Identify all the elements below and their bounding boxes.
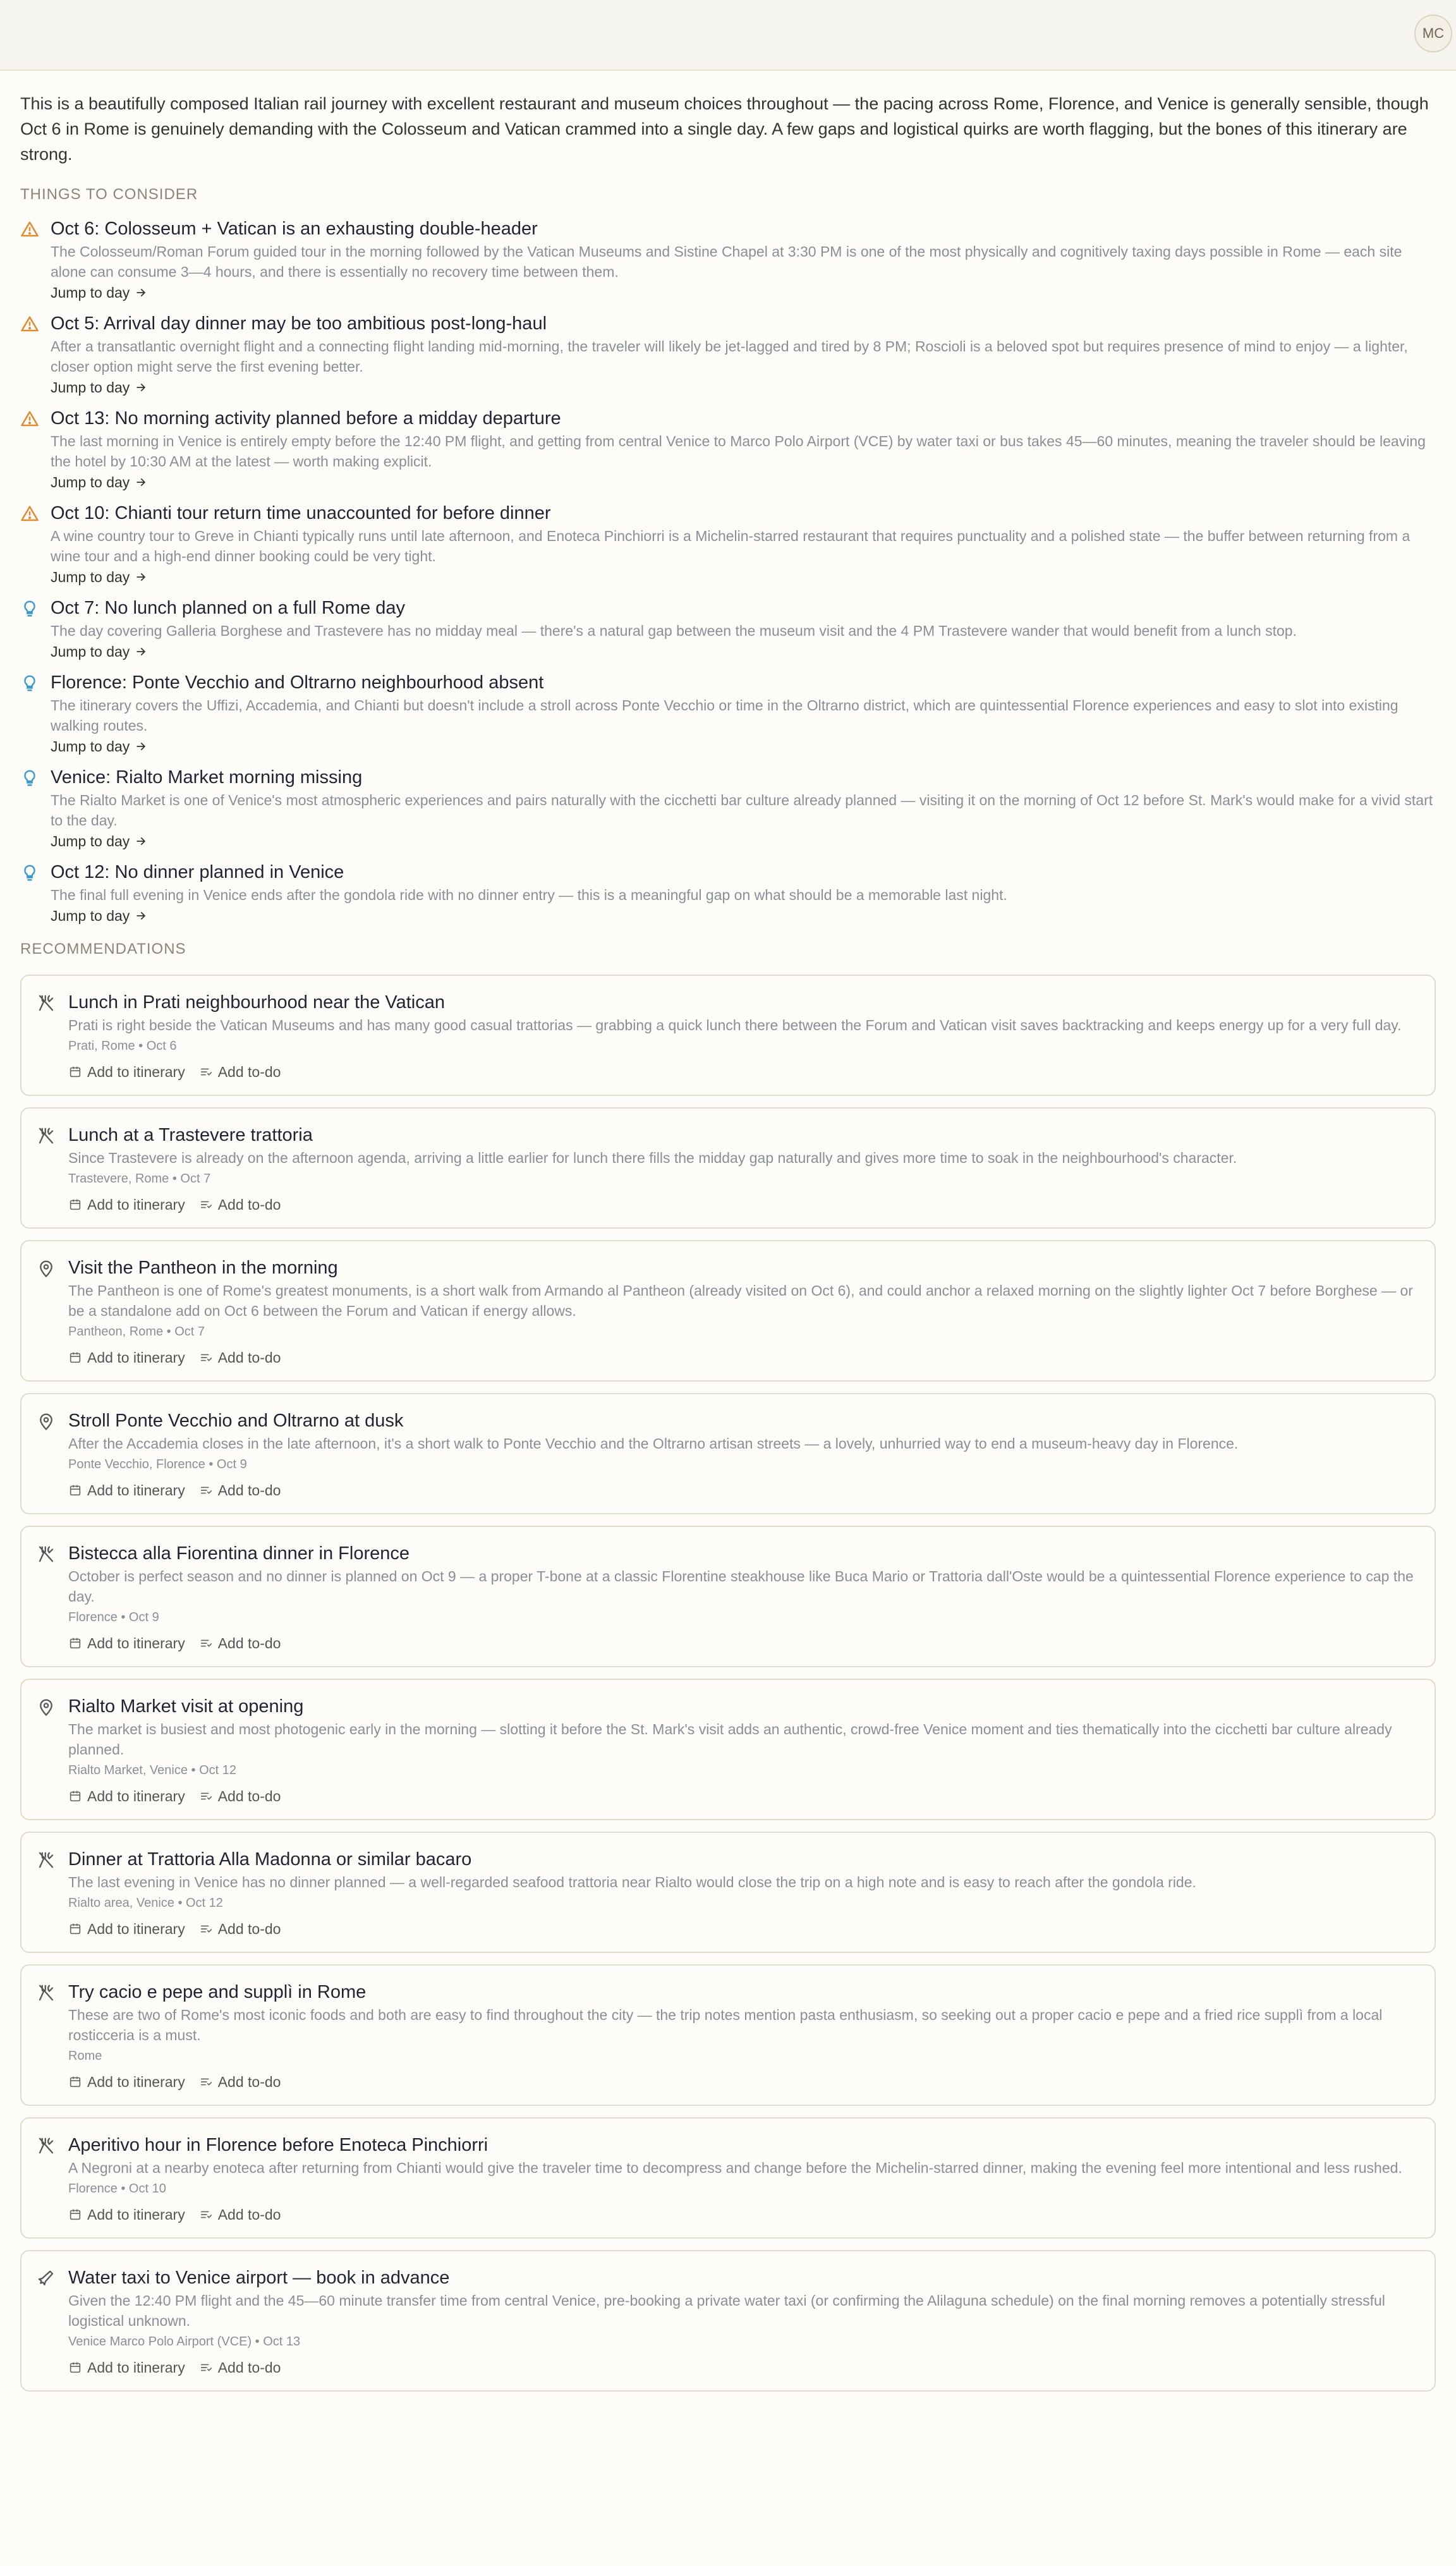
add-to-itinerary-button[interactable] [68,1786,185,1806]
arrow-right-icon [135,645,147,658]
warning-icon [20,315,39,334]
list-check-icon [199,1636,213,1650]
recommendation-body: The market is busiest and most photogenic early in the morning — slotting it before the St. Mark's visit adds an authentic, crowd-free Venice moment and ties thematically into the cicchetti bar culture already planned. [68,1721,1392,1758]
recommendation-card [20,1832,1436,1953]
recommendation-actions [68,1633,1419,1653]
recommendation-body: Prati is right beside the Vatican Museums and has many good casual trattorias — grabbing a quick lunch there between the Forum and Vatican visit saves backtracking and keeps energy up for a very full day. [68,1017,1402,1033]
recommendation-actions [68,1062,1419,1082]
list-check-icon [199,2075,213,2089]
recommendation-meta: Rome [68,2049,102,2063]
add-todo-label: Add to-do [217,1635,281,1651]
recommendation-actions [68,1195,1419,1215]
utensils-icon [37,1545,56,1564]
recommendation-card [20,1964,1436,2106]
recommendation-meta: Rialto area, Venice • Oct 12 [68,1896,223,1910]
utensils-icon [37,1126,56,1145]
arrow-right-icon [135,476,147,489]
calendar-icon [68,1789,82,1803]
list-check-icon [199,1922,213,1936]
add-todo-label: Add to-do [217,2074,281,2090]
recommendation-body: After the Accademia closes in the late afternoon, it's a short walk to Ponte Vecchio and the Oltrarno artisan streets — a lovely, unhurried way to end a museum-heavy day in Florence. [68,1435,1239,1452]
arrow-right-icon [135,740,147,753]
recommendation-card [20,1526,1436,1667]
calendar-icon [68,1922,82,1936]
jump-to-day-link[interactable] [51,282,147,303]
jump-to-day-label: Jump to day [51,569,130,585]
recommendation-title: Aperitivo hour in Florence before Enoteca Pinchiorri [68,2135,488,2155]
recommendation-body: The Pantheon is one of Rome's greatest monuments, is a short walk from Armando al Pantheon (already visited on Oct 6), and could anchor a relaxed morning on the slightly lighter Oct 7 before Borghese — or be a standalone add on Oct 6 between the Forum and Vatican if energy allows. [68,1282,1413,1319]
recommendation-title: Try cacio e pepe and supplì in Rome [68,1982,367,2002]
consideration-item [20,860,1436,927]
consideration-item [20,311,1436,398]
add-todo-button[interactable] [199,1633,281,1653]
consideration-item [20,406,1436,493]
jump-to-day-link[interactable] [51,830,147,852]
recommendation-card [20,1393,1436,1514]
recommendation-card [20,1240,1436,1382]
add-to-itinerary-button[interactable] [68,2072,185,2092]
recommendation-title: Rialto Market visit at opening [68,1696,304,1717]
recommendation-card [20,2117,1436,2239]
add-to-itinerary-button[interactable] [68,2357,185,2378]
consideration-item [20,670,1436,757]
add-todo-label: Add to-do [217,2359,281,2376]
add-todo-button[interactable] [199,1347,281,1368]
consideration-title: Florence: Ponte Vecchio and Oltrarno neighbourhood absent [51,672,544,693]
recommendation-meta: Prati, Rome • Oct 6 [68,1039,177,1053]
consideration-body: A wine country tour to Greve in Chianti typically runs until late afternoon, and Enoteca Pinchiorri is a Michelin-starred restaurant that requires punctuality and a polished state — the buffer between returning from a wine tour and a high-end dinner booking could be very tight. [51,528,1410,564]
jump-to-day-label: Jump to day [51,833,130,849]
review-content [20,91,1436,2392]
warning-icon [20,410,39,429]
calendar-icon [68,1351,82,1365]
consideration-title: Oct 12: No dinner planned in Venice [51,862,344,882]
list-check-icon [199,1198,213,1212]
add-todo-button[interactable] [199,2072,281,2092]
calendar-icon [68,1483,82,1497]
add-to-itinerary-label: Add to itinerary [87,1349,185,1366]
lightbulb-icon [20,863,39,882]
considerations-list [20,216,1436,927]
recommendation-body: Since Trastevere is already on the afternoon agenda, arriving a little earlier for lunch there fills the midday gap naturally and gives more time to soak in the neighbourhood's character. [68,1150,1237,1166]
recommendation-title: Lunch in Prati neighbourhood near the Vatican [68,992,446,1012]
recommendation-actions [68,1347,1419,1368]
consideration-item [20,501,1436,588]
utensils-icon [37,2136,56,2155]
jump-to-day-link[interactable] [51,641,147,662]
consideration-item [20,765,1436,852]
consideration-title: Oct 13: No morning activity planned before a midday departure [51,408,561,429]
list-check-icon [199,1065,213,1079]
list-check-icon [199,1483,213,1497]
calendar-icon [68,1198,82,1212]
jump-to-day-label: Jump to day [51,738,130,755]
add-to-itinerary-button[interactable] [68,1919,185,1939]
calendar-icon [68,2361,82,2374]
consideration-body: The day covering Galleria Borghese and Trastevere has no midday meal — there's a natural gap between the museum visit and the 4 PM Trastevere wander that would benefit from a lunch stop. [51,623,1297,639]
recommendation-body: October is perfect season and no dinner is planned on Oct 9 — a proper T-bone at a classic Florentine steakhouse like Buca Mario or Trattoria dall'Oste would be a quintessential Florence experience to cap the day. [68,1568,1414,1605]
add-todo-button[interactable] [199,1919,281,1939]
add-to-itinerary-label: Add to itinerary [87,2359,185,2376]
jump-to-day-link[interactable] [51,905,147,927]
list-check-icon [199,2208,213,2222]
user-avatar[interactable]: MC [1414,15,1452,52]
add-todo-button[interactable] [199,2357,281,2378]
consideration-title: Oct 7: No lunch planned on a full Rome day [51,598,405,618]
add-to-itinerary-label: Add to itinerary [87,1921,185,1937]
utensils-icon [37,1983,56,2002]
recommendation-title: Dinner at Trattoria Alla Madonna or similar bacaro [68,1849,472,1870]
jump-to-day-label: Jump to day [51,379,130,396]
arrow-right-icon [135,571,147,583]
consideration-body: The Rialto Market is one of Venice's most atmospheric experiences and pairs naturally with the cicchetti bar culture already planned — visiting it on the morning of Oct 12 before St. Mark's would make for a vivid start to the day. [51,792,1433,829]
recommendations-list [20,975,1436,2392]
recommendation-meta: Florence • Oct 10 [68,2182,166,2196]
calendar-icon [68,1636,82,1650]
add-to-itinerary-button[interactable] [68,1480,185,1500]
add-todo-button[interactable] [199,1786,281,1806]
add-to-itinerary-button[interactable] [68,2204,185,2225]
recommendation-body: These are two of Rome's most iconic foods and both are easy to find throughout the city — the trip notes mention pasta enthusiasm, so seeking out a proper cacio e pepe and a fried rice supplì from a local rosticceria is a must. [68,2007,1383,2043]
calendar-icon [68,2075,82,2089]
list-check-icon [199,1351,213,1365]
recommendation-title: Lunch at a Trastevere trattoria [68,1125,313,1145]
recommendation-title: Visit the Pantheon in the morning [68,1258,338,1278]
add-to-itinerary-button[interactable] [68,1633,185,1653]
recommendation-card [20,2250,1436,2392]
arrow-right-icon [135,909,147,922]
recommendation-meta: Trastevere, Rome • Oct 7 [68,1172,211,1186]
add-to-itinerary-label: Add to itinerary [87,1482,185,1499]
jump-to-day-label: Jump to day [51,284,130,301]
list-check-icon [199,2361,213,2374]
add-todo-label: Add to-do [217,1482,281,1499]
list-check-icon [199,1789,213,1803]
map-pin-icon [37,1259,56,1278]
add-to-itinerary-label: Add to itinerary [87,2074,185,2090]
jump-to-day-link[interactable] [51,471,147,493]
recommendation-actions [68,1919,1419,1939]
recommendation-card [20,1107,1436,1229]
add-to-itinerary-label: Add to itinerary [87,1788,185,1804]
jump-to-day-label: Jump to day [51,908,130,924]
calendar-icon [68,2208,82,2222]
consideration-title: Oct 6: Colosseum + Vatican is an exhausting double-header [51,219,538,239]
add-to-itinerary-button[interactable] [68,1062,185,1082]
recommendation-meta: Venice Marco Polo Airport (VCE) • Oct 13 [68,2335,301,2349]
add-to-itinerary-button[interactable] [68,1195,185,1215]
recommendation-meta: Rialto Market, Venice • Oct 12 [68,1763,237,1777]
lightbulb-icon [20,599,39,618]
add-to-itinerary-label: Add to itinerary [87,1635,185,1651]
recommendations-heading: RECOMMENDATIONS [20,940,186,958]
recommendation-actions [68,1786,1419,1806]
consideration-body: The last morning in Venice is entirely empty before the 12:40 PM flight, and getting from central Venice to Marco Polo Airport (VCE) by water taxi or bus takes 45—60 minutes, meaning the traveler should be leaving the hotel by 10:30 AM at the latest — worth making explicit. [51,433,1426,470]
recommendation-card [20,975,1436,1096]
recommendation-actions [68,2357,1419,2378]
calendar-icon [68,1065,82,1079]
map-pin-icon [37,1698,56,1717]
recommendation-body: A Negroni at a nearby enoteca after returning from Chianti would give the traveler time to decompress and change before the Michelin-starred dinner, making the evening feel more intentional and less rushed. [68,2160,1402,2176]
recommendation-title: Water taxi to Venice airport — book in advance [68,2268,450,2288]
consideration-title: Oct 5: Arrival day dinner may be too ambitious post-long-haul [51,313,547,334]
top-bar [0,0,1456,71]
lightbulb-icon [20,674,39,693]
add-todo-label: Add to-do [217,1196,281,1213]
jump-to-day-label: Jump to day [51,643,130,660]
jump-to-day-label: Jump to day [51,474,130,490]
warning-icon [20,220,39,239]
add-todo-button[interactable] [199,1480,281,1500]
jump-to-day-link[interactable] [51,566,147,588]
recommendation-body: Given the 12:40 PM flight and the 45—60 minute transfer time from central Venice, pre-booking a private water taxi (or confirming the Alilaguna schedule) on the final morning removes a potentially stressful logistical unknown. [68,2292,1385,2329]
add-to-itinerary-label: Add to itinerary [87,1064,185,1080]
consideration-title: Venice: Rialto Market morning missing [51,767,363,787]
consideration-body: After a transatlantic overnight flight and a connecting flight landing mid-morning, the traveler will likely be jet-lagged and tired by 8 PM; Roscioli is a beloved spot but requires presence of mind to enjoy — a lighter, closer option might serve the first evening better. [51,338,1408,375]
utensils-icon [37,1851,56,1870]
consideration-body: The final full evening in Venice ends after the gondola ride with no dinner entry — this is a meaningful gap on what should be a memorable last night. [51,887,1007,903]
arrow-right-icon [135,286,147,299]
recommendation-meta: Pantheon, Rome • Oct 7 [68,1325,205,1339]
jump-to-day-link[interactable] [51,377,147,398]
warning-icon [20,504,39,523]
consideration-item [20,216,1436,303]
add-todo-button[interactable] [199,1062,281,1082]
recommendation-actions [68,1480,1419,1500]
recommendation-meta: Ponte Vecchio, Florence • Oct 9 [68,1457,247,1471]
utensils-icon [37,994,56,1012]
recommendation-actions [68,2072,1419,2092]
add-to-itinerary-button[interactable] [68,1347,185,1368]
recommendation-meta: Florence • Oct 9 [68,1610,159,1624]
lightbulb-icon [20,769,39,787]
jump-to-day-link[interactable] [51,736,147,757]
plane-icon [37,2269,56,2288]
add-to-itinerary-label: Add to itinerary [87,2206,185,2223]
add-todo-label: Add to-do [217,1921,281,1937]
arrow-right-icon [135,835,147,848]
consideration-item [20,595,1436,662]
map-pin-icon [37,1412,56,1431]
recommendation-actions [68,2204,1419,2225]
add-to-itinerary-label: Add to itinerary [87,1196,185,1213]
recommendation-body: The last evening in Venice has no dinner planned — a well-regarded seafood trattoria near Rialto would close the trip on a high note and is easy to reach after the gondola ride. [68,1874,1196,1890]
add-todo-label: Add to-do [217,1064,281,1080]
consideration-body: The Colosseum/Roman Forum guided tour in the morning followed by the Vatican Museums and Sistine Chapel at 3:30 PM is one of the most physically and cognitively taxing days possible in Rome — each site alone can consume 3—4 hours, and there is essentially no recovery time between them. [51,243,1402,280]
consideration-body: The itinerary covers the Uffizi, Accademia, and Chianti but doesn't include a stroll across Ponte Vecchio or time in the Oltrarno district, which are quintessential Florence experiences and easy to slot into existing walking routes. [51,697,1398,734]
arrow-right-icon [135,381,147,394]
itinerary-summary: This is a beautifully composed Italian rail journey with excellent restaurant and museum choices throughout — the pacing across Rome, Florence, and Venice is generally sensible, though Oct 6 in Rome is genuinely demanding with the Colosseum and Vatican crammed into a single day. A few gaps and logistical quirks are worth flagging, but the bones of this itinerary are strong. [20,94,1429,164]
add-todo-label: Add to-do [217,2206,281,2223]
consideration-title: Oct 10: Chianti tour return time unaccounted for before dinner [51,503,551,523]
recommendation-title: Bistecca alla Fiorentina dinner in Florence [68,1543,410,1564]
add-todo-button[interactable] [199,2204,281,2225]
considerations-heading: THINGS TO CONSIDER [20,186,198,203]
add-todo-label: Add to-do [217,1788,281,1804]
recommendation-title: Stroll Ponte Vecchio and Oltrarno at dusk [68,1411,404,1431]
recommendation-card [20,1679,1436,1820]
add-todo-button[interactable] [199,1195,281,1215]
add-todo-label: Add to-do [217,1349,281,1366]
